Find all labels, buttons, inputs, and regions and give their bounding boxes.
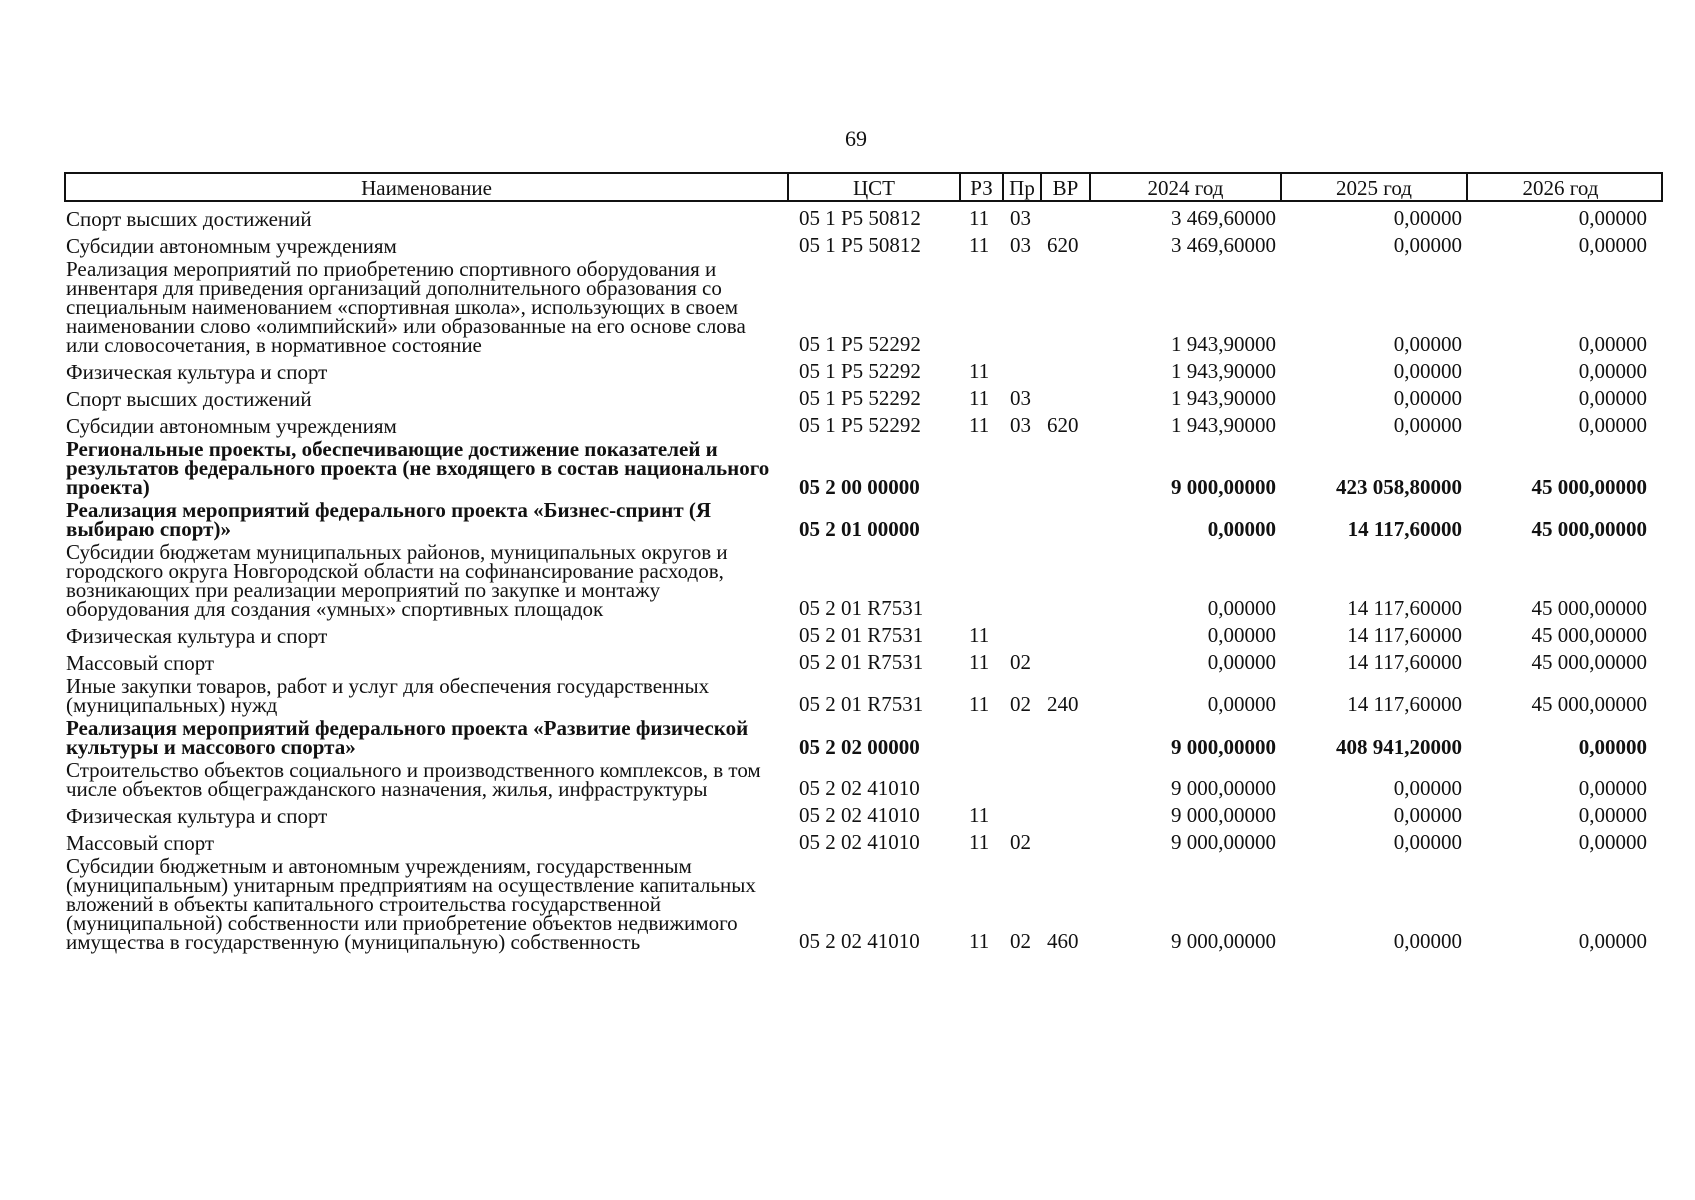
table-row <box>64 202 1663 229</box>
row-pr-cell <box>1002 825 1040 826</box>
table-row <box>64 497 1663 539</box>
row-2024-cell: 9 000,00000 <box>1171 929 1276 953</box>
header-2024: 2024 год <box>1091 174 1282 200</box>
row-vr-cell <box>1040 354 1089 355</box>
row-vr-cell <box>1040 645 1089 646</box>
row-rz-cell <box>959 496 1002 497</box>
row-pr-cell <box>1002 798 1040 799</box>
row-vr-cell <box>1040 756 1089 757</box>
row-2025-cell: 14 117,60000 <box>1347 596 1462 620</box>
row-2026-cell: 0,00000 <box>1578 359 1647 383</box>
row-pr-cell <box>1002 381 1040 382</box>
row-cst-cell: 05 2 02 41010 <box>799 803 920 827</box>
table-row <box>64 853 1663 952</box>
table-row <box>64 539 1663 619</box>
row-vr-cell <box>1040 538 1089 539</box>
row-2025-cell: 0,00000 <box>1393 386 1462 410</box>
table-row <box>64 436 1663 497</box>
row-cst-cell: 05 2 02 41010 <box>799 830 920 854</box>
row-rz-cell <box>959 756 1002 757</box>
row-2026-cell: 0,00000 <box>1578 830 1647 854</box>
row-pr-cell: 02 <box>1010 650 1031 674</box>
row-vr-cell <box>1040 618 1089 619</box>
row-name-cell: Региональные проекты, обеспечивающие достижение показателей и результатов федерального проекта (не входящего в состав национального проекта) <box>66 437 770 499</box>
row-2024-cell: 9 000,00000 <box>1171 735 1276 759</box>
table-row <box>64 757 1663 799</box>
table-row <box>64 256 1663 355</box>
row-2024-cell: 0,00000 <box>1207 596 1276 620</box>
row-cst-cell: 05 2 01 00000 <box>799 517 920 541</box>
row-2026-cell: 0,00000 <box>1578 776 1647 800</box>
row-pr-cell <box>1002 645 1040 646</box>
table-row <box>64 715 1663 757</box>
row-cst-cell: 05 2 01 R7531 <box>799 692 924 716</box>
row-2026-cell: 45 000,00000 <box>1531 623 1647 647</box>
row-2025-cell: 0,00000 <box>1393 332 1462 356</box>
row-rz-cell: 11 <box>969 206 990 230</box>
page-number: 69 <box>845 126 867 151</box>
row-name-cell: Иные закупки товаров, работ и услуг для обеспечения государственных (муниципальных) нужд <box>66 674 710 717</box>
table-row <box>64 826 1663 853</box>
row-rz-cell <box>959 618 1002 619</box>
row-vr-cell <box>1040 852 1089 853</box>
row-name-cell: Реализация мероприятий федерального проекта «Бизнес-спринт (Я выбираю спорт)» <box>66 498 712 541</box>
row-2024-cell: 0,00000 <box>1207 692 1276 716</box>
header-rz: РЗ <box>961 174 1004 200</box>
row-vr-cell <box>1040 496 1089 497</box>
header-2025: 2025 год <box>1282 174 1468 200</box>
budget-table <box>64 172 1663 952</box>
table-row <box>64 382 1663 409</box>
row-2026-cell: 45 000,00000 <box>1531 692 1647 716</box>
header-name: Наименование <box>66 174 789 200</box>
row-2026-cell: 0,00000 <box>1578 233 1647 257</box>
row-name-cell: Физическая культура и спорт <box>66 804 328 828</box>
row-2025-cell: 0,00000 <box>1393 233 1462 257</box>
row-2024-cell: 0,00000 <box>1207 650 1276 674</box>
table-row <box>64 799 1663 826</box>
header-pr: Пр <box>1004 174 1042 200</box>
row-2024-cell: 1 943,90000 <box>1171 359 1276 383</box>
row-cst-cell: 05 2 02 00000 <box>799 735 920 759</box>
row-pr-cell: 03 <box>1010 386 1031 410</box>
row-2024-cell: 0,00000 <box>1207 517 1276 541</box>
row-2025-cell: 408 941,20000 <box>1336 735 1462 759</box>
row-pr-cell <box>1002 618 1040 619</box>
row-2024-cell: 1 943,90000 <box>1171 413 1276 437</box>
row-name-cell: Массовый спорт <box>66 831 215 855</box>
row-2025-cell: 0,00000 <box>1393 359 1462 383</box>
row-cst-cell: 05 2 01 R7531 <box>799 623 924 647</box>
row-rz-cell: 11 <box>969 386 990 410</box>
row-vr-cell <box>1040 798 1089 799</box>
row-pr-cell <box>1002 354 1040 355</box>
row-cst-cell: 05 2 02 41010 <box>799 776 920 800</box>
table-row <box>64 673 1663 715</box>
table-row <box>64 646 1663 673</box>
row-name-cell: Реализация мероприятий федерального проекта «Развитие физической культуры и массового спорта» <box>66 716 749 759</box>
row-cst-cell: 05 2 01 R7531 <box>799 650 924 674</box>
row-2024-cell: 9 000,00000 <box>1171 803 1276 827</box>
row-cst-cell: 05 1 Р5 50812 <box>799 233 921 257</box>
row-vr-cell <box>1040 228 1089 229</box>
row-rz-cell: 11 <box>969 830 990 854</box>
row-pr-cell <box>1002 496 1040 497</box>
row-2026-cell: 0,00000 <box>1578 206 1647 230</box>
row-name-cell: Массовый спорт <box>66 651 215 675</box>
table-body <box>64 202 1663 952</box>
table-row <box>64 619 1663 646</box>
row-name-cell: Физическая культура и спорт <box>66 360 328 384</box>
header-2026: 2026 год <box>1522 176 1599 200</box>
row-2026-cell: 0,00000 <box>1578 803 1647 827</box>
row-pr-cell <box>1002 538 1040 539</box>
row-2024-cell: 9 000,00000 <box>1171 475 1276 499</box>
row-name-cell: Субсидии автономным учреждениям <box>66 414 397 438</box>
row-2024-cell: 9 000,00000 <box>1171 830 1276 854</box>
row-2026-cell: 45 000,00000 <box>1531 650 1647 674</box>
row-rz-cell: 11 <box>969 359 990 383</box>
table-header <box>64 172 1663 202</box>
row-pr-cell: 03 <box>1010 413 1031 437</box>
row-rz-cell: 11 <box>969 803 990 827</box>
row-cst-cell: 05 1 Р5 52292 <box>799 332 921 356</box>
row-2024-cell: 3 469,60000 <box>1171 233 1276 257</box>
table-row <box>64 409 1663 436</box>
row-2026-cell: 45 000,00000 <box>1531 475 1647 499</box>
row-2025-cell: 14 117,60000 <box>1347 692 1462 716</box>
row-vr-cell: 620 <box>1047 413 1079 437</box>
row-2026-cell: 0,00000 <box>1578 386 1647 410</box>
row-cst-cell: 05 1 Р5 52292 <box>799 386 921 410</box>
row-vr-cell <box>1040 825 1089 826</box>
row-name-cell: Физическая культура и спорт <box>66 624 328 648</box>
row-cst-cell: 05 1 Р5 52292 <box>799 359 921 383</box>
row-name-cell: Реализация мероприятий по приобретению спортивного оборудования и инвентаря для приведения организаций дополнительного образования со специальным наименованием «спортивная школа», использующих в своем наименовании слово «олимпийский» или образованные на его основе слова или словосочетания, в нормативное состояние <box>66 257 746 357</box>
row-2025-cell: 0,00000 <box>1393 776 1462 800</box>
row-pr-cell: 02 <box>1010 929 1031 953</box>
row-cst-cell: 05 2 01 R7531 <box>799 596 924 620</box>
row-vr-cell: 620 <box>1047 233 1079 257</box>
row-2024-cell: 9 000,00000 <box>1171 776 1276 800</box>
row-pr-cell: 03 <box>1010 206 1031 230</box>
row-2024-cell: 0,00000 <box>1207 623 1276 647</box>
row-2025-cell: 423 058,80000 <box>1336 475 1462 499</box>
row-2026-cell: 0,00000 <box>1578 332 1647 356</box>
row-2026-cell: 45 000,00000 <box>1531 596 1647 620</box>
row-rz-cell <box>959 354 1002 355</box>
row-2026-cell: 45 000,00000 <box>1531 517 1647 541</box>
row-2026-cell: 0,00000 <box>1578 735 1647 759</box>
row-rz-cell: 11 <box>969 233 990 257</box>
row-name-cell: Субсидии бюджетам муниципальных районов, муниципальных округов и городского округа Новгородской области на софинансирование расходов, возникающих при реализации мероприятий по закупке и монтажу оборудования для создания «умных» спортивных площадок <box>66 540 728 621</box>
row-name-cell: Субсидии бюджетным и автономным учреждениям, государственным (муниципальным) унитарным предприятиям на осуществление капитальных вложений в объекты капитального строительства государственной (муниципальной) собственности или приобретение объектов недвижимого имущества в государственную (муниципальную) собственность <box>66 854 756 954</box>
row-cst-cell: 05 1 Р5 52292 <box>799 413 921 437</box>
row-cst-cell: 05 1 Р5 50812 <box>799 206 921 230</box>
row-pr-cell: 03 <box>1010 233 1031 257</box>
row-vr-cell: 460 <box>1047 929 1079 953</box>
row-name-cell: Спорт высших достижений <box>66 387 312 411</box>
header-vr: ВР <box>1042 174 1091 200</box>
row-2025-cell: 14 117,60000 <box>1347 650 1462 674</box>
row-pr-cell: 02 <box>1010 830 1031 854</box>
row-name-cell: Субсидии автономным учреждениям <box>66 234 397 258</box>
row-2024-cell: 1 943,90000 <box>1171 386 1276 410</box>
row-rz-cell: 11 <box>969 650 990 674</box>
row-cst-cell: 05 2 00 00000 <box>799 475 920 499</box>
row-vr-cell: 240 <box>1047 692 1079 716</box>
row-pr-cell: 02 <box>1010 692 1031 716</box>
row-2025-cell: 14 117,60000 <box>1347 517 1462 541</box>
row-vr-cell <box>1040 672 1089 673</box>
row-rz-cell: 11 <box>969 692 990 716</box>
row-rz-cell: 11 <box>969 413 990 437</box>
row-rz-cell <box>959 798 1002 799</box>
row-2025-cell: 0,00000 <box>1393 413 1462 437</box>
row-2025-cell: 14 117,60000 <box>1347 623 1462 647</box>
row-rz-cell <box>959 538 1002 539</box>
table-row <box>64 229 1663 256</box>
row-rz-cell: 11 <box>969 929 990 953</box>
row-2026-cell: 0,00000 <box>1578 413 1647 437</box>
header-cst: ЦСТ <box>789 174 961 200</box>
row-name-cell: Строительство объектов социального и производственного комплексов, в том числе объектов общегражданского назначения, жилья, инфраструктуры <box>66 758 761 801</box>
row-vr-cell <box>1040 408 1089 409</box>
row-pr-cell <box>1002 756 1040 757</box>
row-2025-cell: 0,00000 <box>1393 206 1462 230</box>
row-2024-cell: 1 943,90000 <box>1171 332 1276 356</box>
row-vr-cell <box>1040 381 1089 382</box>
row-2025-cell: 0,00000 <box>1393 830 1462 854</box>
row-name-cell: Спорт высших достижений <box>66 207 312 231</box>
row-2025-cell: 0,00000 <box>1393 929 1462 953</box>
row-rz-cell: 11 <box>969 623 990 647</box>
row-cst-cell: 05 2 02 41010 <box>799 929 920 953</box>
row-2025-cell: 0,00000 <box>1393 803 1462 827</box>
row-2026-cell: 0,00000 <box>1578 929 1647 953</box>
table-row <box>64 355 1663 382</box>
row-2024-cell: 3 469,60000 <box>1171 206 1276 230</box>
